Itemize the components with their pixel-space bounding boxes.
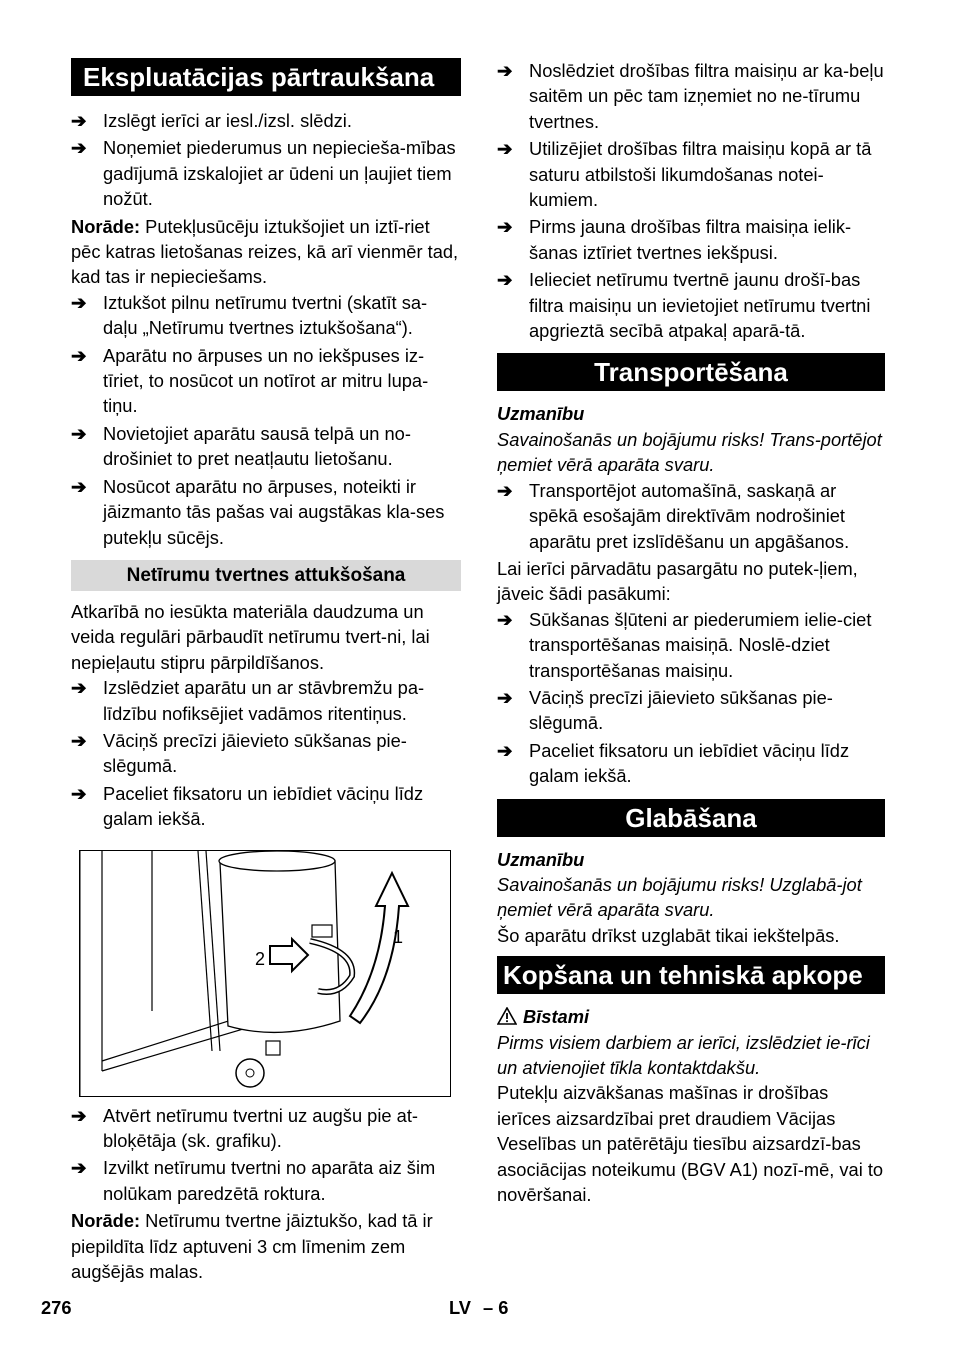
figure-label-2: 2 [255,948,266,969]
list-item: ➔ Izslēdziet aparātu un ar stāvbremžu pa-līdzību nofiksējiet vadāmos ritentiņus. [71,677,425,724]
paragraph: Atkarībā no iesūkta materiāla daudzuma un veida regulāri pārbaudīt netīrumu tvert-ni, lai nepieļautu stipru pārpildīšanos. [71,600,430,673]
list-item: ➔ Aparātu no ārpuses un no iekšpuses iz-tīriet, to nosūcot un notīrot ar mitru lupa-tiņu. [71,344,429,417]
arrow-icon: ➔ [71,677,87,699]
right-column [497,58,885,1207]
list-item: ➔ Vāciņš precīzi jāievieto sūkšanas pie-slēgumā. [497,686,833,734]
subheading-netirumu: Netīrumu tvertnes attukšošana [71,560,461,591]
arrow-icon: ➔ [497,138,513,160]
arrow-icon: ➔ [71,110,87,131]
paragraph: Šo aparātu drīkst uzglabāt tikai iekštelpās. [497,924,840,946]
arrow-icon: ➔ [497,479,513,501]
paragraph: Lai ierīci pārvadātu pasargātu no putek-ļiem, jāveic šādi pasākumi: [497,557,858,605]
arrow-icon: ➔ [497,686,513,708]
caution-text: Savainošanās un bojājumu risks! Trans-portējot ņemiet vērā aparāta svaru. [497,428,882,476]
arrow-icon: ➔ [71,782,87,804]
heading-ekspluatacijas: Ekspluatācijas pārtraukšana [71,58,461,96]
list-item: ➔ Utilizējiet drošības filtra maisiņu kopā ar tā saturu atbilstoši likumdošanas notei-kumiem. [497,138,872,211]
dirt-container-figure [79,850,451,1097]
arrow-icon: ➔ [497,739,513,761]
list-item: ➔ Sūkšanas šļūteni ar piederumiem ielie-ciet transportēšanas maisiņā. Noslē-dziet transportēšanas maisiņu. [497,608,872,681]
page-number: 276 [41,1297,72,1318]
heading-glabasana: Glabāšana [497,799,885,837]
list-item: ➔ Ielieciet netīrumu tvertnē jaunu drošī-bas filtra maisiņu un ievietojiet netīrumu tvertni apgrieztā secībā atpakaļ aparā-tā. [497,269,871,342]
danger-label: Bīstami [497,1004,885,1029]
list-item: ➔ Vāciņš precīzi jāievieto sūkšanas pie-slēgumā. [71,729,407,777]
arrow-icon: ➔ [497,216,513,238]
list-item: ➔ Paceliet fiksatoru un iebīdiet vāciņu līdz galam iekšā. [497,739,850,787]
arrow-icon: ➔ [71,729,87,751]
warning-triangle-icon [497,1007,517,1025]
arrow-icon: ➔ [71,291,87,313]
arrow-icon: ➔ [71,1157,87,1179]
arrow-icon: ➔ [71,475,87,497]
caution-label: Uzmanību [497,848,585,870]
list-item: ➔ Novietojiet aparātu sausā telpā un no-drošiniet to pret neatļautu lietošanu. [71,422,411,470]
heading-transportesana: Transportēšana [497,353,885,391]
caution-text: Savainošanās un bojājumu risks! Uzglabā-jot ņemiet vērā aparāta svaru. [497,873,862,921]
vacuum-illustration [80,851,450,1096]
arrow-icon: ➔ [497,608,513,630]
paragraph: Putekļu aizvākšanas mašīnas ir drošības ierīces aizsardzībai pret draudiem Vācijas Veselības un patērētāju tiesību aizsardzī-bas asociācijas noteikumu (BGV A1) nozī-mē, vai to novēršanai. [497,1082,884,1206]
arrow-icon: ➔ [71,344,87,366]
list-item: ➔ Pirms jauna drošības filtra maisiņa ielik-šanas iztīriet tvertnes iekšpusi. [497,216,852,263]
arrow-icon: ➔ [497,269,513,291]
list-item: ➔ Transportējot automašīnā, saskaņā ar spēkā esošajām direktīvām nodrošiniet aparātu pret izslīdēšanu un apgāšanos. [497,479,850,552]
heading-kopsana: Kopšana un tehniskā apkope [497,956,885,994]
figure-label-1: 1 [393,926,404,947]
list-item: ➔ Paceliet fiksatoru un iebīdiet vāciņu līdz galam iekšā. [71,782,424,830]
list-item: ➔ Iztukšot pilnu netīrumu tvertni (skatīt sa-daļu „Netīrumu tvertnes iztukšošana“). [71,291,428,339]
arrow-icon: ➔ [71,137,87,159]
caution-label: Uzmanību [497,403,585,425]
danger-text: Pirms visiem darbiem ar ierīci, izslēdziet ie-rīci un atvienojiet tīkla kontaktdakšu. [497,1031,870,1078]
language-code: LV [449,1297,472,1318]
arrow-icon: ➔ [71,1104,87,1126]
list-item: ➔ Atvērt netīrumu tvertni uz augšu pie at-bloķētāja (sk. grafiku). [71,1104,418,1151]
section-page: – 6 [483,1297,509,1318]
list-item: ➔ Noslēdziet drošības filtra maisiņu ar ka-beļu saitēm un pēc tam izņemiet no ne-tīrumu tvertnes. [497,60,884,132]
list-item: ➔ Izslēgt ierīci ar iesl./izsl. slēdzi. [71,108,461,133]
list-item: ➔ Nosūcot aparātu no ārpuses, noteikti ir jāizmanto tās pašas vai augstākas kla-ses putekļu sūcējs. [71,475,445,548]
left-column [71,58,461,1284]
arrow-icon: ➔ [497,60,513,81]
list-item: ➔ Izvilkt netīrumu tvertni no aparāta aiz šim nolūkam paredzētā roktura. [71,1157,436,1204]
list-item: ➔ Noņemiet piederumus un nepiecieša-mības gadījumā izskalojiet ar ūdeni un ļaujiet tiem nožūt. [71,137,456,210]
arrow-icon: ➔ [71,422,87,444]
note-paragraph: Norāde: Putekļusūcēju iztukšojiet un iztī-riet pēc katras lietošanas reizes, kā arī vienmēr tad, kad tas ir nepieciešams. [71,215,459,288]
note-paragraph: Norāde: Netīrumu tvertne jāiztukšo, kad tā ir piepildīta līdz aptuveni 3 cm līmenim zem augšējās malas. [71,1210,433,1282]
